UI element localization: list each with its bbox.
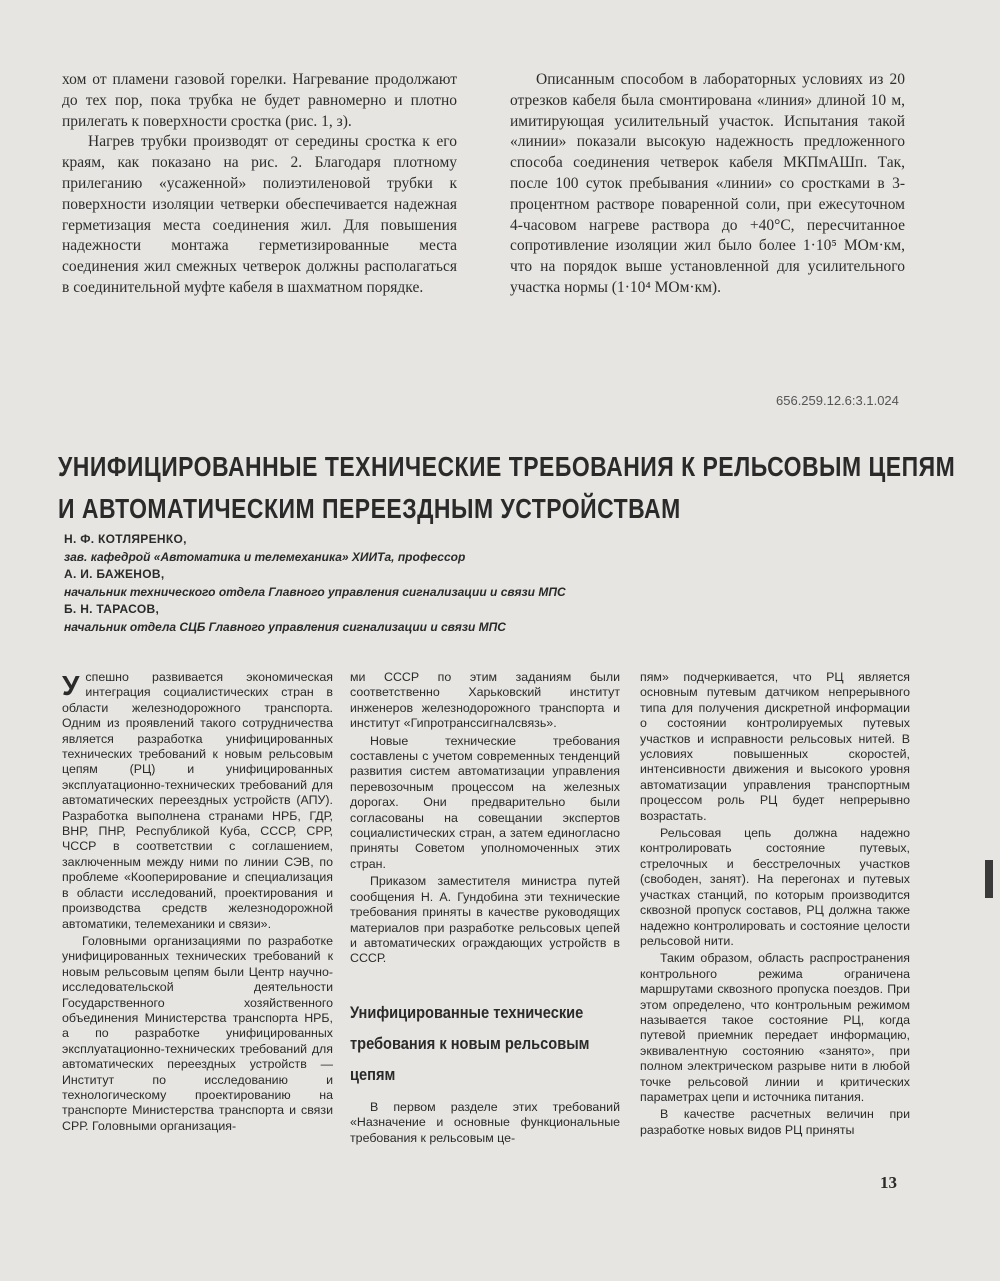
author-position: начальник отдела СЦБ Главного управления сигнализации и связи МПС xyxy=(64,619,506,634)
author-name: Н. Ф. КОТЛЯРЕНКО, xyxy=(64,532,187,546)
paragraph: Новые технические требования составлены с учетом современных тенденций развития систем автоматизации управления перевозочным процессом на железных дорогах. Они предварительно были согласованы на совещании экспертов социалистических стран, а затем единогласно приняты Советом уполномоченных этих стран. xyxy=(350,733,620,871)
paragraph: Таким образом, область распространения контрольного режима ограничена маршрутами сквозного пропуска поездов. При этом определено, что контрольным режимом называется такое состояние РЦ, когда путевой приемник передает информацию, эквивалентную состоянию «занято», при полном электрическом разрыве нити в любой точке рельсовой линии и критических параметрах цепи и источника питания. xyxy=(640,951,910,1104)
paragraph: Головными организациями по разработке унифицированных технических требований к новым рельсовым цепям были Центр научно-исследовательской деятельности Государственного хозяйственного объединения Министерства транспорта НРБ, а по разработке унифицированных эксплуатационно-технических требований для автоматических переездных устройств — Институт по исследованию и технологическому проектированию на транспорте Министерства транспорта и связи СРР. Головными организация- xyxy=(62,933,333,1133)
paragraph: В качестве расчетных величин при разработке новых видов РЦ приняты xyxy=(640,1107,910,1137)
previous-article-left-column xyxy=(62,70,457,299)
author-list xyxy=(64,531,864,637)
section-heading-line: требования к новым рельсовым xyxy=(350,1033,590,1053)
article-column-1 xyxy=(62,670,333,1136)
paragraph: Рельсовая цепь должна надежно контролировать состояние путевых, стрелочных и бесстрелочных участков (свободен, занят). На перегонах и путевых участках станций, по которым производится сквозной пропуск составов, РЦ должна также надежно контролировать и состояние целости рельсовой нити. xyxy=(640,826,910,948)
author-position: зав. кафедрой «Автоматика и телемеханика» ХИИТа, профессор xyxy=(64,549,466,564)
author-name: Б. Н. ТАРАСОВ, xyxy=(64,602,160,617)
page-edge-mark xyxy=(985,860,993,898)
paragraph-text: спешно развивается экономическая интеграция социалистических стран в области железнодорожного транспорта. Одним из проявлений такого сотрудничества является разработка унифицированных технических требований к новым рельсовым цепям (РЦ) и унифицированных эксплуатационно-технических требований для автоматических переездных устройств (АПУ). Разработка выполнена странами НРБ, ГДР, ВНР, ПНР, Республикой Куба, СССР, СРР, ЧССР в соответствии с соглашением, заключенным между ними по линии СЭВ, по проблеме «Кооперирование и специализация в области исследований, проектирования и производства средств железнодорожной автоматики, телемеханики и связи». xyxy=(62,670,333,931)
previous-article-right-column xyxy=(510,70,905,299)
udc-code: 656.259.12.6:3.1.024 xyxy=(776,393,899,408)
paragraph: В первом разделе этих требований «Назначение и основные функциональные требования к рельсовым це- xyxy=(350,1099,620,1145)
page-number: 13 xyxy=(880,1173,897,1192)
section-heading-line: Унифицированные технические xyxy=(350,1002,584,1022)
article-column-2 xyxy=(350,670,620,1148)
paragraph: хом от пламени газовой горелки. Нагревание продолжают до тех пор, пока трубка не будет равномерно и плотно прилегать к поверхности сростка (рис. 1, з). xyxy=(62,71,457,130)
author-position: начальник технического отдела Главного управления сигнализации и связи МПС xyxy=(64,584,566,599)
article-title-line-2: И АВТОМАТИЧЕСКИМ ПЕРЕЕЗДНЫМ УСТРОЙСТВАМ xyxy=(58,493,681,524)
article-title-line-1: УНИФИЦИРОВАННЫЕ ТЕХНИЧЕСКИЕ ТРЕБОВАНИЯ К РЕЛЬСОВЫМ ЦЕПЯМ xyxy=(58,451,956,482)
paragraph: Описанным способом в лабораторных условиях из 20 отрезков кабеля была смонтирована «линия» длиной 10 м, имитирующая усилительный участок. Испытания такой «линии» показали высокую надежность предложенного способа соединения четверок кабеля МКПмАШп. Так, после 100 суток пребывания «линии» со сростками в 3-процентном растворе поваренной соли, при ежесуточном 4-часовом нагреве раствора до +40°С, пересчитанное сопротивление изоляции жил было более 1·10⁵ МОм·км, что на порядок выше установленной для усилительного участка нормы (1·10⁴ МОм·км). xyxy=(510,71,905,296)
paragraph: ми СССР по этим заданиям были соответственно Харьковский институт инженеров железнодорожного транспорта и институт «Гипротранссигналсвязь». xyxy=(350,670,620,731)
author-name: А. И. БАЖЕНОВ, xyxy=(64,567,165,582)
paragraph: Приказом заместителя министра путей сообщения Н. А. Гундобина эти технические требования приняты в качестве руководящих материалов при разработке рельсовых цепей и автоматических ограждающих устройств в СССР. xyxy=(350,874,620,966)
paragraph xyxy=(62,670,333,932)
paragraph: Нагрев трубки производят от середины сростка к его краям, как показано на рис. 2. Благодаря плотному прилеганию «усаженной» полиэтиленовой трубки к поверхности изоляции четверки обеспечивается надежная герметизация места соединения жил. Для повышения надежности монтажа герметизированные места соединения жил смежных четверок должны располагаться в соединительной муфте кабеля в шахматном порядке. xyxy=(62,133,457,296)
paragraph: пям» подчеркивается, что РЦ является основным путевым датчиком непрерывного типа для получения дискретной информации о состоянии контролируемых путевых участков и исправности рельсовых нитей. В условиях повышенных скоростей, интенсивности движения и высокого уровня автоматизации управления транспортным процессом роль РЦ будет непрерывно возрастать. xyxy=(640,670,910,823)
article-title xyxy=(58,446,956,530)
article-column-3 xyxy=(640,670,910,1140)
section-heading xyxy=(350,997,590,1090)
drop-cap: У xyxy=(62,670,80,701)
section-heading-line: цепям xyxy=(350,1064,396,1084)
